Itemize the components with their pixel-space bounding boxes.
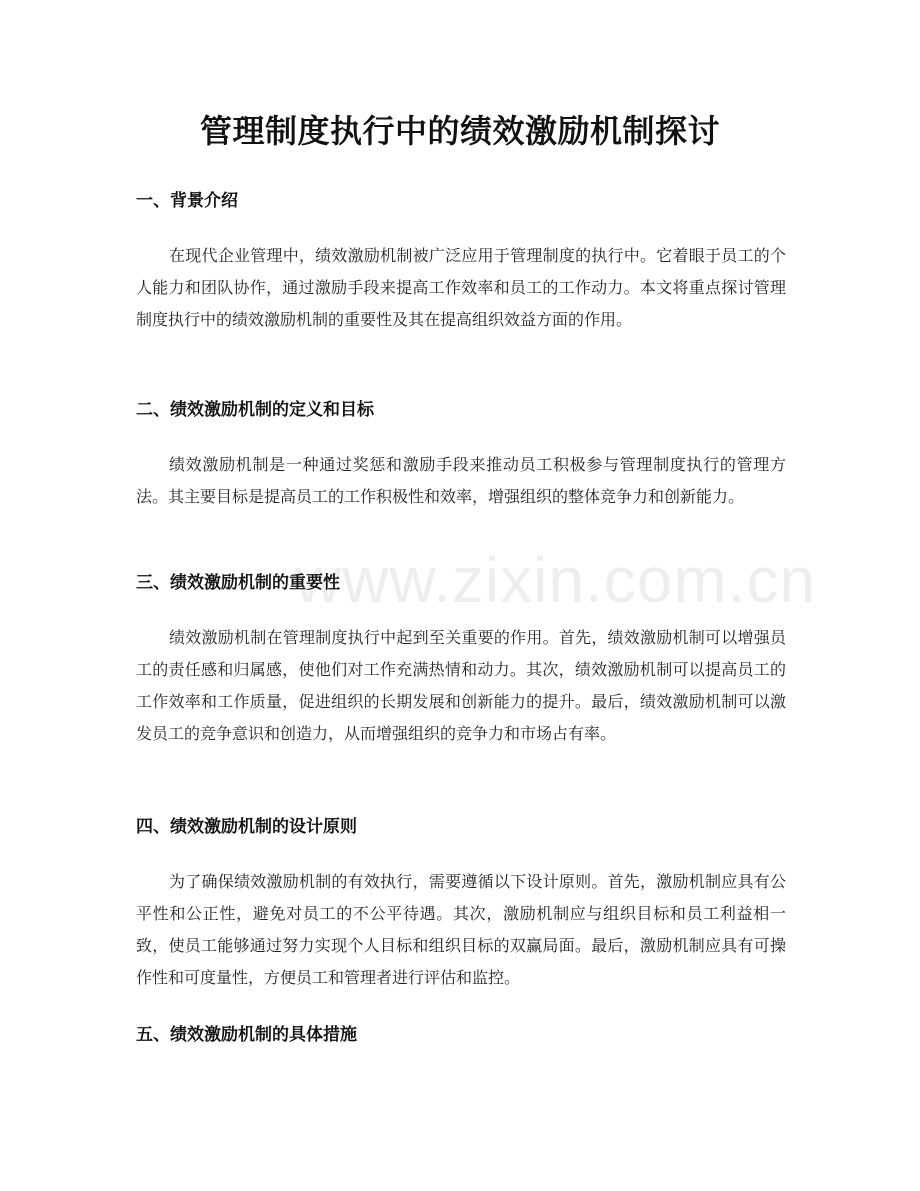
section-paragraph: 在现代企业管理中，绩效激励机制被广泛应用于管理制度的执行中。它着眼于员工的个人能力和团队协作，通过激励手段来提高工作效率和员工的工作动力。本文将重点探讨管理制度执行中的绩效激励机制的重要性及其在提高组织效益方面的作用。 (136, 246, 786, 329)
section-heading: 三、绩效激励机制的重要性 (136, 573, 340, 593)
section-heading: 五、绩效激励机制的具体措施 (136, 1025, 357, 1045)
section-heading: 四、绩效激励机制的设计原则 (136, 817, 357, 837)
section-background (136, 187, 786, 336)
section-paragraph: 绩效激励机制是一种通过奖惩和激励手段来推动员工积极参与管理制度执行的管理方法。其主要目标是提高员工的工作积极性和效率，增强组织的整体竞争力和创新能力。 (136, 455, 786, 506)
section-heading: 一、背景介绍 (136, 191, 238, 211)
section-measures (136, 1021, 786, 1049)
section-heading: 二、绩效激励机制的定义和目标 (136, 400, 374, 420)
section-importance (136, 569, 786, 750)
watermark: www.zixin.com.cn (295, 544, 816, 616)
section-definition (136, 396, 786, 513)
document-title: 管理制度执行中的绩效激励机制探讨 (199, 112, 720, 150)
section-design-principles (136, 813, 786, 994)
section-paragraph: 为了确保绩效激励机制的有效执行，需要遵循以下设计原则。首先，激励机制应具有公平性和公正性，避免对员工的不公平待遇。其次，激励机制应与组织目标和员工利益相一致，使员工能够通过努力实现个人目标和组织目标的双赢局面。最后，激励机制应具有可操作性和可度量性，方便员工和管理者进行评估和监控。 (136, 872, 786, 987)
section-paragraph: 绩效激励机制在管理制度执行中起到至关重要的作用。首先，绩效激励机制可以增强员工的责任感和归属感，使他们对工作充满热情和动力。其次，绩效激励机制可以提高员工的工作效率和工作质量，促进组织的长期发展和创新能力的提升。最后，绩效激励机制可以激发员工的竞争意识和创造力，从而增强组织的竞争力和市场占有率。 (136, 628, 786, 743)
